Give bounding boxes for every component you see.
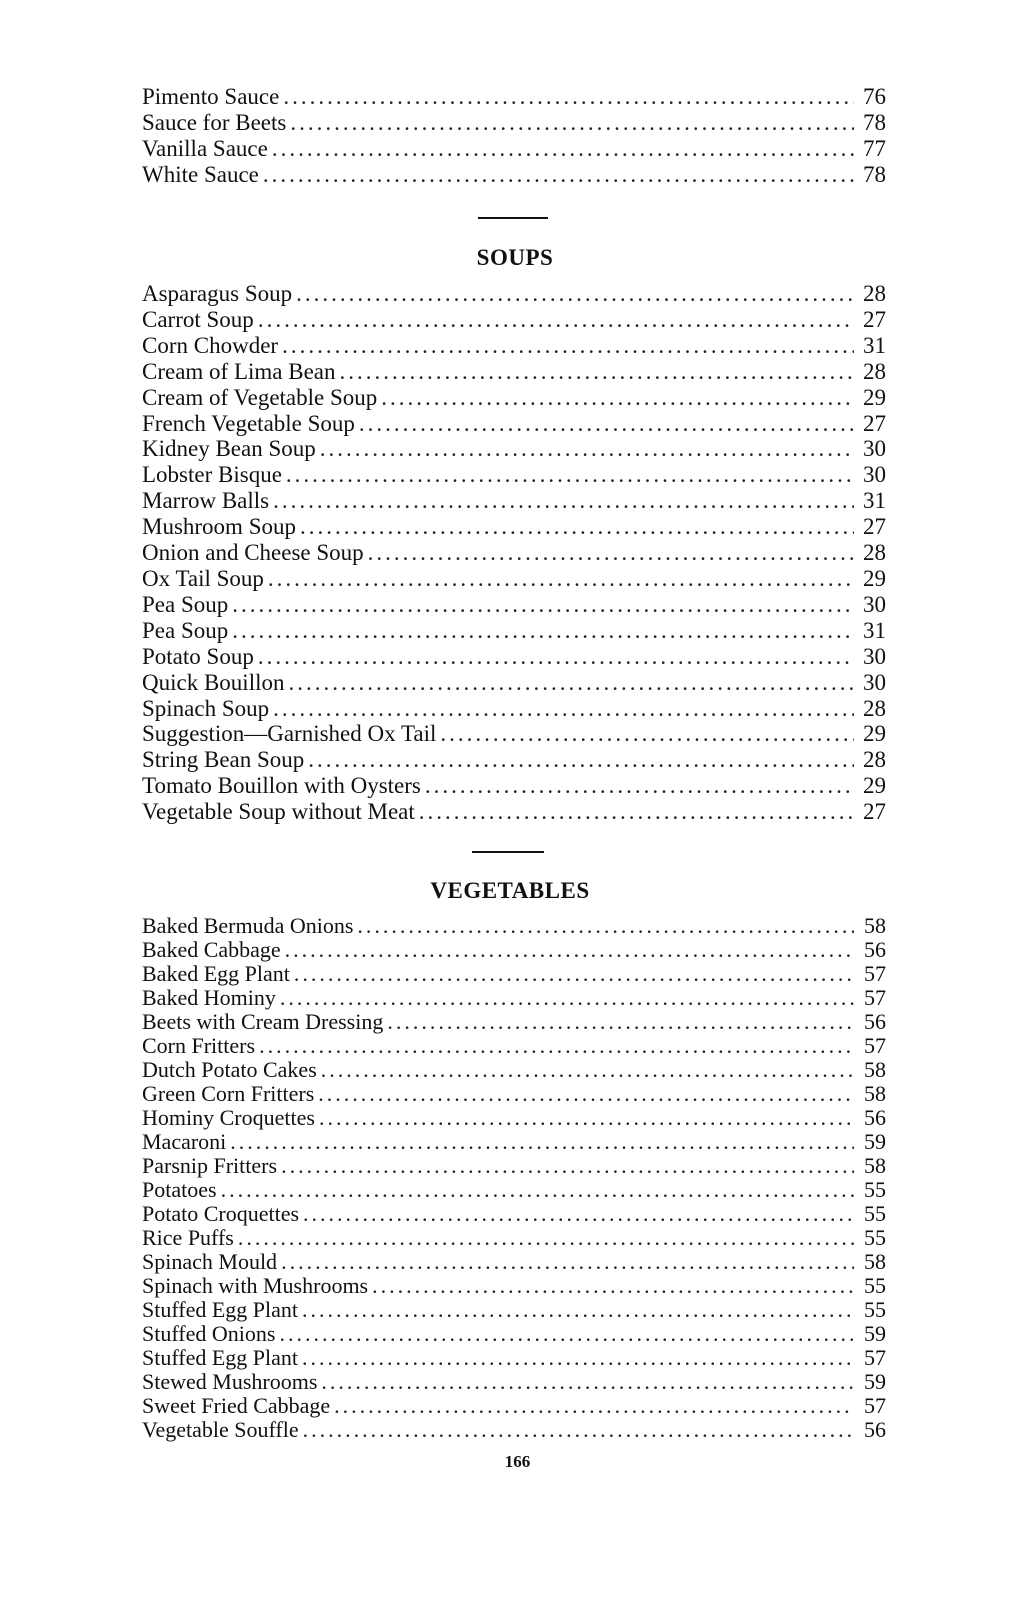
- dot-leader: [302, 1298, 854, 1322]
- index-entry: [142, 359, 886, 385]
- dot-leader: [320, 436, 854, 462]
- dot-leader: [258, 307, 854, 333]
- entry-title: Corn Fritters: [142, 1033, 256, 1058]
- index-entry: [142, 938, 886, 962]
- index-entry: [142, 696, 886, 722]
- entry-page: 55: [864, 1297, 886, 1322]
- entry-page: 78: [863, 110, 886, 135]
- entry-title: Baked Bermuda Onions: [142, 913, 354, 938]
- dot-leader: [381, 385, 854, 411]
- entry-page: 58: [864, 1249, 886, 1274]
- entry-title: Sweet Fried Cabbage: [142, 1393, 331, 1418]
- entry-title: Baked Hominy: [142, 985, 276, 1010]
- entry-title: Pea Soup: [142, 591, 229, 617]
- index-entry: [142, 773, 886, 799]
- dot-leader: [303, 1418, 854, 1442]
- entry-page: 29: [863, 773, 886, 799]
- entry-title: Corn Chowder: [142, 332, 279, 358]
- vegetables-heading: VEGETABLES: [430, 878, 590, 903]
- entry-page: 29: [863, 384, 886, 410]
- entry-page: 31: [863, 488, 886, 514]
- entry-page: 27: [863, 306, 886, 332]
- dot-leader: [318, 1082, 854, 1106]
- entry-page: 59: [864, 1321, 886, 1346]
- entry-page: 55: [864, 1201, 886, 1226]
- index-entry: [142, 962, 886, 986]
- index-entry: [142, 1298, 886, 1322]
- entry-title: Onion and Cheese Soup: [142, 540, 364, 566]
- dot-leader: [259, 1034, 854, 1058]
- entry-title: String Bean Soup: [142, 747, 305, 773]
- entry-page: 77: [863, 136, 886, 161]
- entry-title: Hominy Croquettes: [142, 1105, 315, 1130]
- entry-title: Stuffed Onions: [142, 1321, 276, 1346]
- dot-leader: [232, 618, 854, 644]
- soups-list: [142, 281, 886, 825]
- index-entry: [142, 1202, 886, 1226]
- entry-page: 55: [864, 1177, 886, 1202]
- entry-page: 30: [863, 643, 886, 669]
- index-entry: [142, 1418, 886, 1442]
- entry-page: 57: [864, 985, 886, 1010]
- entry-page: 28: [863, 281, 886, 306]
- index-entry: [142, 136, 886, 162]
- entry-page: 31: [863, 617, 886, 643]
- index-entry: [142, 1058, 886, 1082]
- entry-title: Suggestion—Garnished Ox Tail: [142, 721, 437, 747]
- entry-title: Potato Soup: [142, 643, 254, 669]
- dot-leader: [281, 1154, 854, 1178]
- entry-title: Potato Croquettes: [142, 1201, 300, 1226]
- entry-page: 29: [863, 721, 886, 747]
- entry-page: 58: [864, 1153, 886, 1178]
- dot-leader: [263, 162, 854, 188]
- dot-leader: [221, 1178, 854, 1202]
- entry-page: 30: [863, 591, 886, 617]
- dot-leader: [334, 1394, 854, 1418]
- entry-title: Mushroom Soup: [142, 514, 296, 540]
- index-entry: [142, 986, 886, 1010]
- dot-leader: [294, 962, 854, 986]
- index-entry: [142, 1010, 886, 1034]
- index-entry: [142, 1346, 886, 1370]
- dot-leader: [425, 773, 854, 799]
- index-entry: [142, 1178, 886, 1202]
- index-entry: [142, 592, 886, 618]
- entry-page: 58: [864, 1057, 886, 1082]
- entry-title: Spinach Soup: [142, 695, 270, 721]
- dot-leader: [321, 1058, 854, 1082]
- entry-page: 30: [863, 669, 886, 695]
- entry-page: 56: [864, 937, 886, 962]
- entry-page: 27: [863, 799, 886, 825]
- dot-leader: [440, 721, 854, 747]
- dot-leader: [419, 799, 854, 825]
- dot-leader: [340, 359, 854, 385]
- sauces-list: [142, 84, 886, 188]
- soups-heading: SOUPS: [476, 245, 554, 270]
- dot-leader: [280, 986, 854, 1010]
- dot-leader: [258, 644, 854, 670]
- index-entry: [142, 644, 886, 670]
- index-entry: [142, 1106, 886, 1130]
- dot-leader: [319, 1106, 854, 1130]
- entry-title: Carrot Soup: [142, 306, 254, 332]
- entry-title: Ox Tail Soup: [142, 565, 264, 591]
- dot-leader: [303, 1202, 854, 1226]
- dot-leader: [268, 566, 854, 592]
- dot-leader: [232, 592, 854, 618]
- entry-title: Macaroni: [142, 1129, 227, 1154]
- index-entry: [142, 721, 886, 747]
- index-entry: [142, 670, 886, 696]
- entry-title: Dutch Potato Cakes: [142, 1057, 317, 1082]
- dot-leader: [283, 84, 854, 110]
- entry-page: 56: [864, 1009, 886, 1034]
- entry-page: 27: [863, 514, 886, 540]
- entry-title: Quick Bouillon: [142, 669, 285, 695]
- dot-leader: [302, 1346, 854, 1370]
- entry-title: Beets with Cream Dressing: [142, 1009, 384, 1034]
- entry-page: 30: [863, 462, 886, 488]
- entry-page: 29: [863, 565, 886, 591]
- dot-leader: [357, 914, 854, 938]
- entry-title: Asparagus Soup: [142, 281, 293, 306]
- index-entry: [142, 1274, 886, 1298]
- entry-title: Rice Puffs: [142, 1225, 234, 1250]
- index-entry: [142, 411, 886, 437]
- index-entry: [142, 1370, 886, 1394]
- index-entry: [142, 1034, 886, 1058]
- index-entry: [142, 1082, 886, 1106]
- entry-page: 28: [863, 540, 886, 566]
- index-entry: [142, 110, 886, 136]
- entry-page: 28: [863, 747, 886, 773]
- entry-title: Baked Cabbage: [142, 937, 281, 962]
- entry-title: Spinach with Mushrooms: [142, 1273, 369, 1298]
- index-entry: [142, 488, 886, 514]
- dot-leader: [286, 462, 854, 488]
- section-divider: [472, 851, 544, 853]
- entry-page: 28: [863, 695, 886, 721]
- index-entry: [142, 1154, 886, 1178]
- entry-title: Pea Soup: [142, 617, 229, 643]
- index-entry: [142, 385, 886, 411]
- index-entry: [142, 747, 886, 773]
- entry-title: Kidney Bean Soup: [142, 436, 316, 462]
- dot-leader: [372, 1274, 854, 1298]
- index-entry: [142, 1130, 886, 1154]
- entry-page: 56: [864, 1105, 886, 1130]
- dot-leader: [290, 110, 854, 136]
- index-entry: [142, 462, 886, 488]
- dot-leader: [359, 411, 854, 437]
- index-entry: [142, 618, 886, 644]
- entry-title: Marrow Balls: [142, 488, 270, 514]
- entry-page: 57: [864, 1033, 886, 1058]
- dot-leader: [288, 670, 854, 696]
- dot-leader: [387, 1010, 854, 1034]
- entry-title: Baked Egg Plant: [142, 961, 290, 986]
- entry-page: 57: [864, 1393, 886, 1418]
- entry-page: 31: [863, 332, 886, 358]
- index-entry: [142, 799, 886, 825]
- index-entry: [142, 84, 886, 110]
- dot-leader: [273, 488, 854, 514]
- entry-title: Stuffed Egg Plant: [142, 1297, 299, 1322]
- entry-title: Vegetable Soup without Meat: [142, 799, 415, 825]
- entry-page: 58: [864, 1081, 886, 1106]
- entry-title: French Vegetable Soup: [142, 410, 355, 436]
- entry-page: 28: [863, 358, 886, 384]
- dot-leader: [368, 540, 854, 566]
- entry-page: 59: [864, 1369, 886, 1394]
- entry-page: 55: [864, 1273, 886, 1298]
- dot-leader: [281, 1250, 854, 1274]
- entry-page: 57: [864, 961, 886, 986]
- index-entry: [142, 1226, 886, 1250]
- dot-leader: [321, 1370, 854, 1394]
- entry-title: Cream of Lima Bean: [142, 358, 336, 384]
- index-entry: [142, 162, 886, 188]
- entry-title: Lobster Bisque: [142, 462, 282, 488]
- dot-leader: [279, 1322, 854, 1346]
- index-entry: [142, 1250, 886, 1274]
- entry-title: Tomato Bouillon with Oysters: [142, 773, 421, 799]
- entry-page: 55: [864, 1225, 886, 1250]
- entry-page: 57: [864, 1345, 886, 1370]
- entry-title: Stewed Mushrooms: [142, 1369, 318, 1394]
- entry-title: Pimento Sauce: [142, 84, 280, 109]
- entry-title: Potatoes: [142, 1177, 217, 1202]
- dot-leader: [282, 333, 854, 359]
- entry-title: Green Corn Fritters: [142, 1081, 315, 1106]
- entry-title: Vanilla Sauce: [142, 136, 268, 161]
- index-entry: [142, 307, 886, 333]
- index-entry: [142, 514, 886, 540]
- dot-leader: [296, 281, 854, 307]
- dot-leader: [285, 938, 854, 962]
- entry-page: 78: [863, 162, 886, 187]
- entry-title: Vegetable Souffle: [142, 1417, 299, 1442]
- dot-leader: [238, 1226, 854, 1250]
- section-divider: [478, 217, 548, 219]
- entry-page: 76: [863, 84, 886, 109]
- dot-leader: [300, 514, 854, 540]
- entry-title: Parsnip Fritters: [142, 1153, 278, 1178]
- entry-page: 27: [863, 410, 886, 436]
- dot-leader: [273, 696, 854, 722]
- entry-page: 56: [864, 1417, 886, 1442]
- page-number: 166: [504, 1452, 531, 1471]
- index-entry: [142, 566, 886, 592]
- dot-leader: [230, 1130, 854, 1154]
- entry-title: White Sauce: [142, 162, 259, 187]
- entry-page: 58: [864, 913, 886, 938]
- index-entry: [142, 1322, 886, 1346]
- index-entry: [142, 436, 886, 462]
- entry-title: Cream of Vegetable Soup: [142, 384, 378, 410]
- index-entry: [142, 333, 886, 359]
- entry-title: Sauce for Beets: [142, 110, 287, 135]
- dot-leader: [308, 747, 854, 773]
- vegetables-list: [142, 914, 886, 1442]
- entry-page: 30: [863, 436, 886, 462]
- index-entry: [142, 540, 886, 566]
- entry-title: Stuffed Egg Plant: [142, 1345, 299, 1370]
- entry-page: 59: [864, 1129, 886, 1154]
- index-entry: [142, 1394, 886, 1418]
- dot-leader: [272, 136, 854, 162]
- index-entry: [142, 281, 886, 307]
- entry-title: Spinach Mould: [142, 1249, 278, 1274]
- index-entry: [142, 914, 886, 938]
